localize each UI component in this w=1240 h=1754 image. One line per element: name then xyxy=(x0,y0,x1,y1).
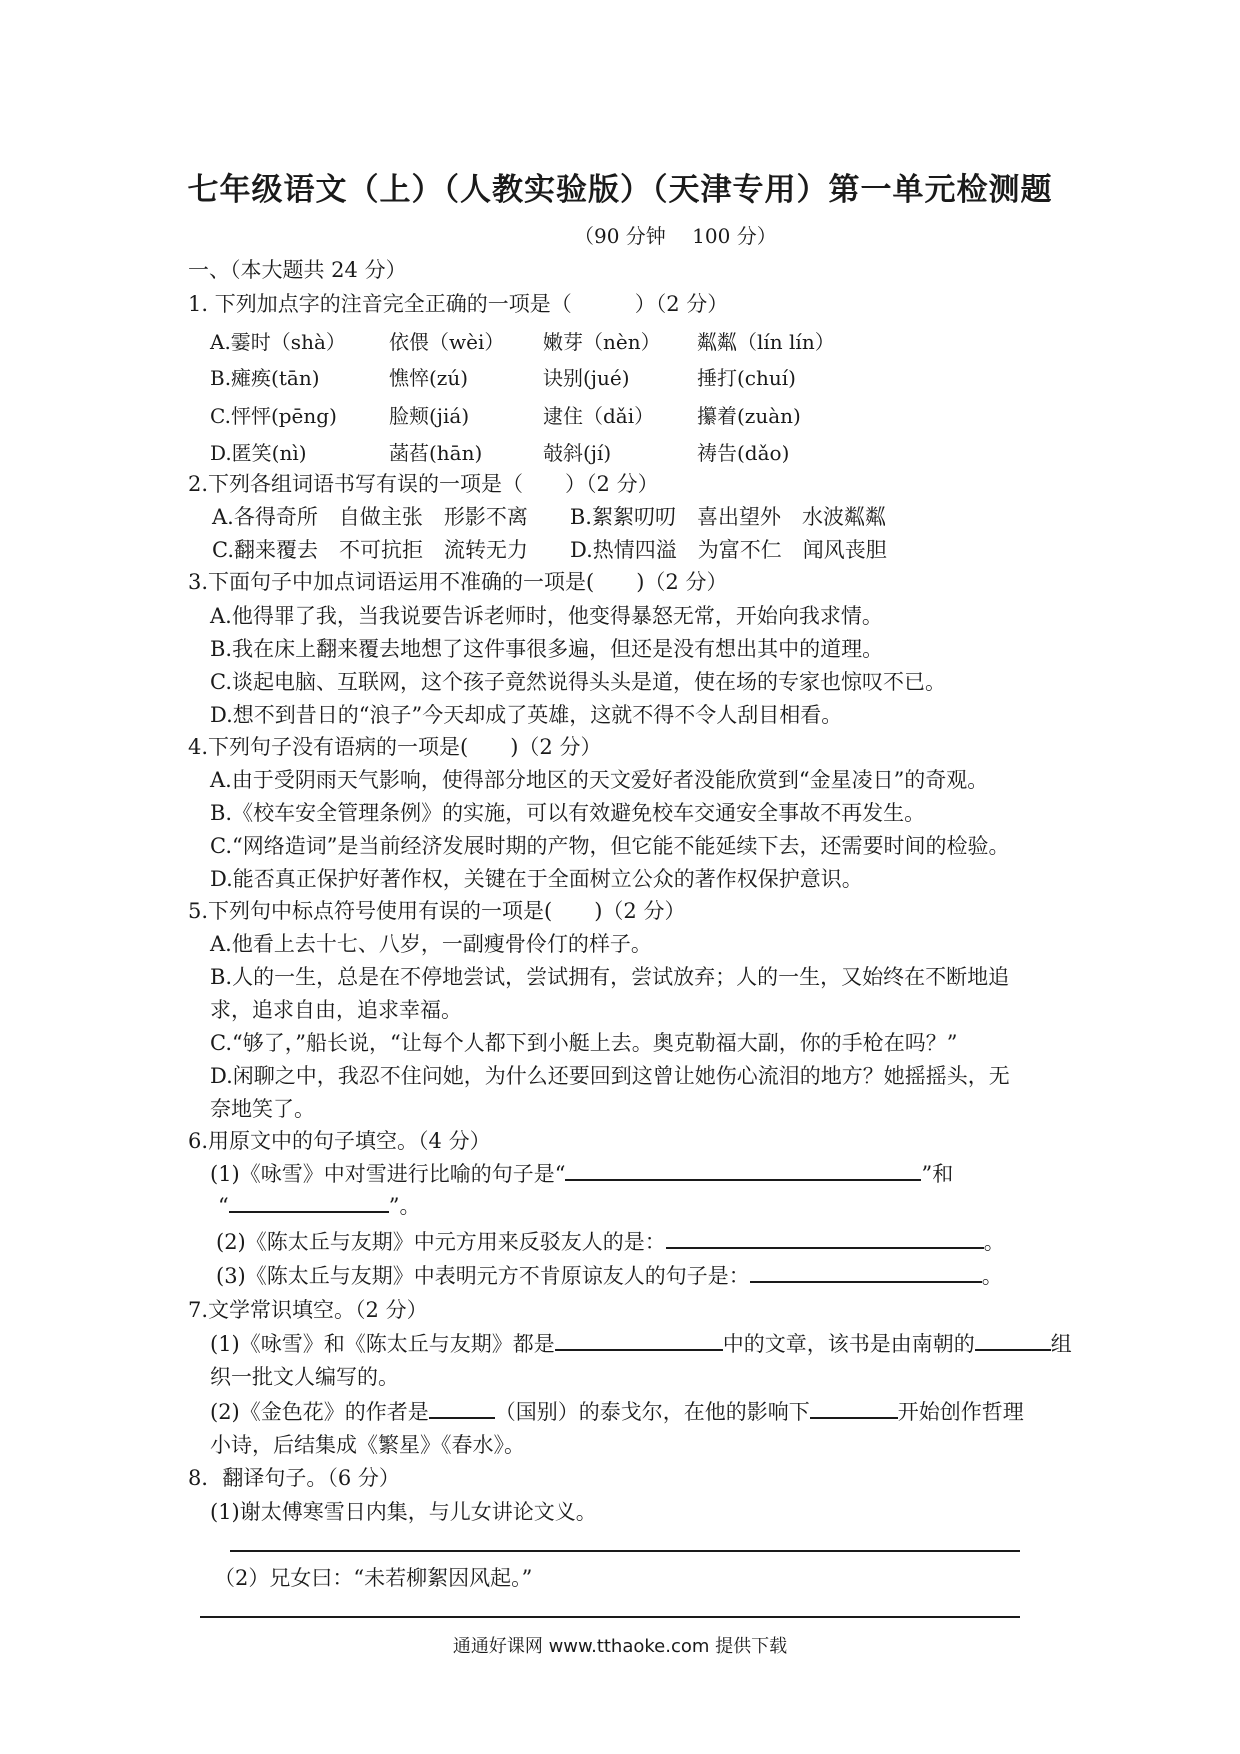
q5-option-d-line1: D.闲聊之中，我忍不住问她，为什么还要回到这曾让她伤心流泪的地方？她摇摇头，无 xyxy=(210,1064,1010,1088)
q1-option-c2: 脸颊(jiá) xyxy=(389,404,470,428)
q1-option-b3: 诀别(jué) xyxy=(543,366,630,390)
q1-option-d1: D.匿笑(nì) xyxy=(210,441,307,465)
section-heading: 一、（本大题共 24 分） xyxy=(188,258,407,282)
q5-option-b-line1: B.人的一生，总是在不停地尝试，尝试拥有，尝试放弃；人的一生，又始终在不断地追 xyxy=(210,965,1010,989)
q5-option-a: A.他看上去十七、八岁，一副瘦骨伶仃的样子。 xyxy=(210,932,652,956)
q8-sentence-1: (1)谢太傅寒雪日内集，与儿女讲论文义。 xyxy=(210,1500,597,1524)
q7-blank-1[interactable] xyxy=(555,1329,723,1351)
q6-part2 xyxy=(216,1226,1005,1256)
q1-option-b4: 捶打(chuí) xyxy=(697,366,796,390)
q1-option-d4: 祷告(dǎo) xyxy=(697,441,790,465)
question-6-stem: 6.用原文中的句子填空。（4 分） xyxy=(188,1129,491,1153)
q6-part3-end: 。 xyxy=(981,1264,1003,1288)
question-3-stem: 3.下面句子中加点词语运用不准确的一项是( )（2 分） xyxy=(188,570,728,594)
exam-duration-score: （90 分钟 100 分） xyxy=(574,224,777,248)
q2-options-ab: A.各得奇所 自做主张 形影不离 B.絮絮叨叨 喜出望外 水波粼粼 xyxy=(212,505,886,529)
q6-part1-close-quote: ”。 xyxy=(388,1194,421,1218)
q6-part3-prompt: (3)《陈太丘与友期》中表明元方不肯原谅友人的句子是： xyxy=(216,1264,750,1288)
q7-blank-2[interactable] xyxy=(975,1329,1051,1351)
q6-part2-prompt: (2)《陈太丘与友期》中元方用来反驳友人的是： xyxy=(216,1230,666,1254)
q8-sentence-2: （2）兄女曰：“未若柳絮因风起。” xyxy=(214,1566,533,1590)
q4-option-b: B.《校车安全管理条例》的实施，可以有效避免校车交通安全事故不再发生。 xyxy=(210,801,926,825)
q3-option-d: D.想不到昔日的“浪子”今天却成了英雄，这就不得不令人刮目相看。 xyxy=(210,703,843,727)
q6-blank-1[interactable] xyxy=(565,1159,921,1181)
q6-part1-line1 xyxy=(210,1158,953,1188)
question-5-stem: 5.下列句中标点符号使用有误的一项是( )（2 分） xyxy=(188,899,686,923)
q7-part1-mid: 中的文章，该书是由南朝的 xyxy=(722,1332,975,1356)
q6-part1-open-quote: “ xyxy=(218,1194,229,1218)
q1-option-d3: 攲斜(jí) xyxy=(543,441,612,465)
q6-part1-and: ”和 xyxy=(921,1162,954,1186)
q1-option-a1: A.霎时（shà） xyxy=(210,330,346,354)
q6-blank-4[interactable] xyxy=(750,1261,982,1283)
q3-option-a: A.他得罪了我，当我说要告诉老师时，他变得暴怒无常，开始向我求情。 xyxy=(210,604,883,628)
q7-blank-3[interactable] xyxy=(429,1397,495,1419)
q5-option-b-line2: 求，追求自由，追求幸福。 xyxy=(210,998,462,1022)
q4-option-d: D.能否真正保护好著作权，关键在于全面树立公众的著作权保护意识。 xyxy=(210,867,863,891)
q5-option-c: C.“够了，”船长说，“让每个人都下到小艇上去。奥克勒福大副，你的手枪在吗？” xyxy=(210,1031,958,1055)
page-title: 七年级语文（上）（人教实验版）（天津专用）第一单元检测题 xyxy=(187,172,1053,208)
q2-options-cd: C.翻来覆去 不可抗拒 流转无力 D.热情四溢 为富不仁 闻风丧胆 xyxy=(212,538,887,562)
q6-part2-end: 。 xyxy=(983,1230,1005,1254)
q6-blank-3[interactable] xyxy=(666,1227,984,1249)
q7-part2-line1 xyxy=(210,1396,1024,1426)
q3-option-b: B.我在床上翻来覆去地想了这件事很多遍，但还是没有想出其中的道理。 xyxy=(210,637,884,661)
question-2-stem: 2.下列各组词语书写有误的一项是（ ）（2 分） xyxy=(188,472,659,496)
q6-part1-prompt: (1)《咏雪》中对雪进行比喻的句子是“ xyxy=(210,1162,566,1186)
question-8-stem: 8．翻译句子。（6 分） xyxy=(188,1466,400,1490)
q6-part1-line2 xyxy=(218,1190,421,1220)
q3-option-c: C.谈起电脑、互联网，这个孩子竟然说得头头是道，使在场的专家也惊叹不已。 xyxy=(210,670,946,694)
question-7-stem: 7.文学常识填空。（2 分） xyxy=(188,1298,428,1322)
q6-blank-2[interactable] xyxy=(229,1191,389,1213)
q4-option-c: C.“网络造词”是当前经济发展时期的产物，但它能不能延续下去，还需要时间的检验。 xyxy=(210,834,1010,858)
q5-option-d-line2: 奈地笑了。 xyxy=(210,1097,315,1121)
q7-part2-line2: 小诗，后结集成《繁星》《春水》。 xyxy=(210,1433,525,1457)
question-1-stem: 1. 下列加点字的注音完全正确的一项是（ ）（2 分） xyxy=(188,292,729,316)
question-4-stem: 4.下列句子没有语病的一项是( )（2 分） xyxy=(188,735,602,759)
q7-part2-end: 开始创作哲理 xyxy=(897,1400,1024,1424)
q1-option-a3: 嫩芽（nèn） xyxy=(543,330,661,354)
q7-part1-line2: 织一批文人编写的。 xyxy=(210,1365,399,1389)
q6-part3 xyxy=(216,1260,1003,1290)
q1-option-b2: 憔悴(zú) xyxy=(389,366,469,390)
q7-part1-line1 xyxy=(210,1328,1072,1358)
q1-option-c1: C.怦怦(pēng) xyxy=(210,404,337,428)
q7-part1-prompt: (1)《咏雪》和《陈太丘与友期》都是 xyxy=(210,1332,555,1356)
q7-part2-prompt: (2)《金色花》的作者是 xyxy=(210,1400,429,1424)
q7-part2-mid: （国别）的泰戈尔，在他的影响下 xyxy=(494,1400,810,1424)
q1-option-c4: 攥着(zuàn) xyxy=(697,404,801,428)
q8-answer-line-1[interactable] xyxy=(230,1550,1020,1552)
q1-option-c3: 逮住（dǎi） xyxy=(543,404,655,428)
q7-blank-4[interactable] xyxy=(810,1397,898,1419)
q1-option-a4: 粼粼（lín lín） xyxy=(697,330,835,354)
q4-option-a: A.由于受阴雨天气影响，使得部分地区的天文爱好者没能欣赏到“金星凌日”的奇观。 xyxy=(210,768,989,792)
q8-answer-line-2[interactable] xyxy=(200,1616,1020,1618)
q1-option-b1: B.瘫痪(tān) xyxy=(210,366,320,390)
q7-part1-end: 组 xyxy=(1050,1332,1072,1356)
q1-option-d2: 菡萏(hān) xyxy=(389,441,483,465)
q1-option-a2: 依偎（wèi） xyxy=(389,330,505,354)
footer-watermark: 通通好课网 www.tthaoke.com 提供下载 xyxy=(452,1636,788,1657)
